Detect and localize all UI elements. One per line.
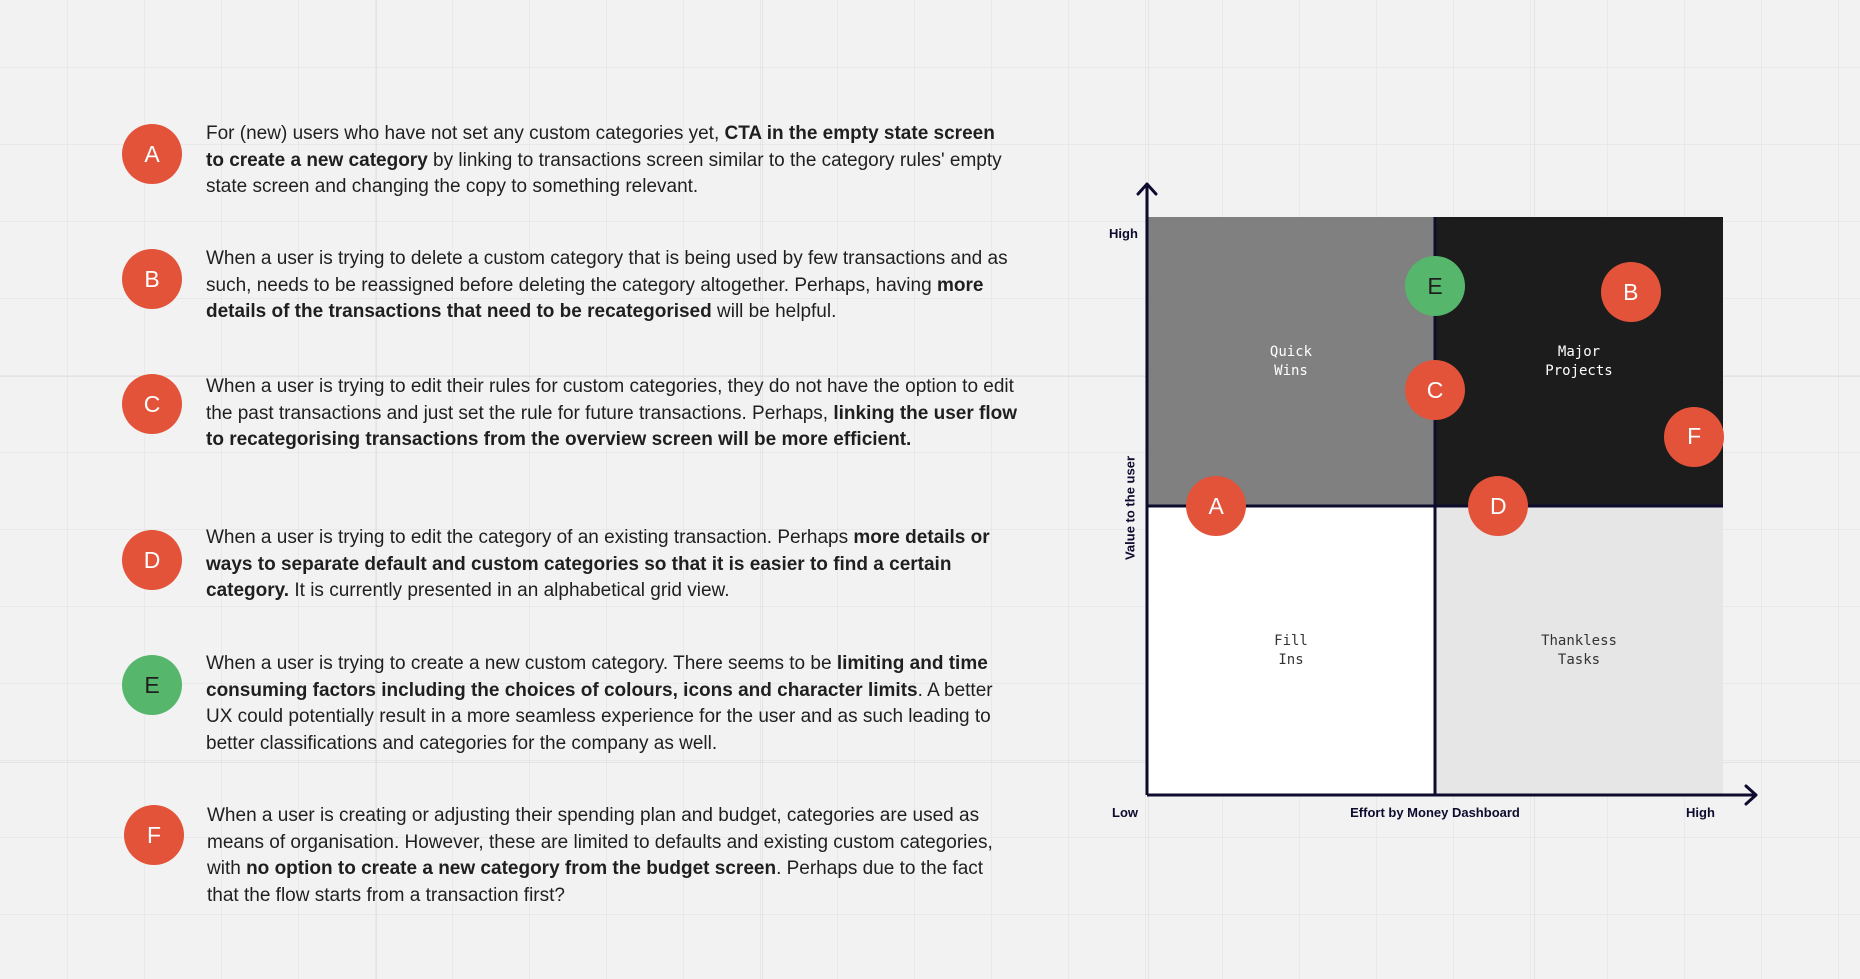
y-axis-title: Value to the user [1122, 455, 1138, 561]
quadrant-label: Major Projects [1545, 343, 1613, 379]
matrix-point-f: F [1664, 407, 1724, 467]
idea-description [206, 121, 1018, 201]
idea-text: For (new) users who have not set any custom categories yet, [206, 123, 725, 144]
idea-description [206, 651, 1018, 757]
matrix-point-d: D [1468, 476, 1528, 536]
idea-text-emphasis: no option to create a new category from the budget screen [246, 858, 777, 879]
idea-text: When a user is trying to create a new custom category. There seems to be [206, 653, 837, 674]
idea-text-emphasis: limiting and time consuming factors including the choices of colours, icons and character limits [206, 653, 988, 701]
idea-text: When a user is creating or adjusting their spending plan and budget, categories are used as means of organisation. However, these are limited to defaults and existing custom categories, with [207, 805, 993, 879]
matrix-point-c: C [1405, 360, 1465, 420]
idea-badge: E [122, 655, 182, 715]
idea-text: . Perhaps due to the fact that the flow starts from a transaction first? [207, 858, 984, 906]
idea-text-emphasis: linking the user flow to recategorising transactions from the overview screen will be more efficient. [206, 402, 1018, 450]
idea-description [206, 246, 1018, 326]
idea-badge: C [122, 374, 182, 434]
matrix-point-a: A [1186, 476, 1246, 536]
idea-text: will be helpful. [711, 301, 837, 322]
idea-badge: A [122, 124, 182, 184]
quadrant-label: Thankless Tasks [1541, 632, 1617, 668]
idea-description [206, 374, 1018, 454]
idea-text: When a user is trying to edit their rules for custom categories, they do not have the option to edit the past transactions and just set the rule for future transactions. Perhaps, [206, 376, 1014, 424]
idea-text: It is currently presented in an alphabetical grid view. [289, 580, 730, 601]
quadrant-label: Quick Wins [1269, 343, 1313, 379]
idea-text: . A better UX could potentially result in a more seamless experience for the user and as such leading to better classifications and categories for the company as well. [206, 679, 993, 754]
idea-text-emphasis: more details or ways to separate default and custom categories so that it is easier to find a certain category. [206, 527, 990, 601]
matrix-point-b: B [1601, 262, 1661, 322]
idea-badge: D [122, 530, 182, 590]
idea-text-emphasis: CTA in the empty state screen to create a new category [206, 123, 995, 171]
idea-badge: F [124, 805, 184, 865]
idea-text-emphasis: more details of the transactions that need to be recategorised [206, 274, 984, 322]
idea-text: When a user is trying to edit the category of an existing transaction. Perhaps [206, 527, 854, 548]
x-axis-title: Effort by Money Dashboard [1350, 805, 1520, 820]
matrix-point-e: E [1405, 256, 1465, 316]
idea-badge: B [122, 249, 182, 309]
effort-value-matrix [1100, 170, 1780, 830]
quadrant-label: Fill Ins [1274, 632, 1308, 668]
idea-text: When a user is trying to delete a custom category that is being used by few transactions and as such, needs to be reassigned before deleting the category altogether. Perhaps, having [206, 248, 1008, 296]
idea-description [206, 525, 1018, 605]
y-axis-high-label: High [1109, 226, 1138, 241]
idea-text: by linking to transactions screen similar to the category rules' empty state screen and changing the copy to something relevant. [206, 149, 1002, 197]
x-axis-low-label: Low [1112, 805, 1138, 820]
x-axis-high-label: High [1686, 805, 1715, 820]
idea-description [207, 803, 1019, 909]
